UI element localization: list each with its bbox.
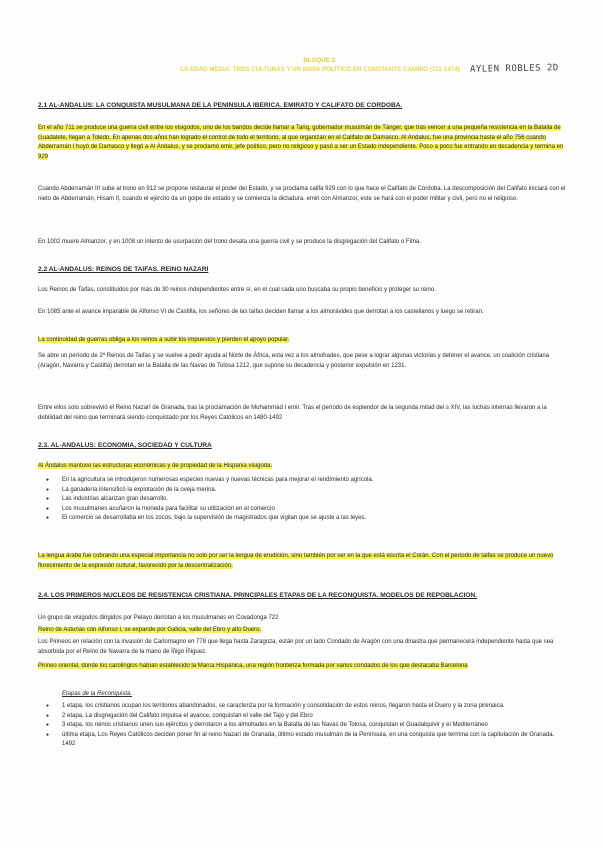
paragraph xyxy=(38,626,568,636)
stages-list xyxy=(38,702,568,750)
paragraph xyxy=(38,352,568,371)
section-heading-2-4: 2.4. LOS PRIMEROS NÚCLEOS DE RESISTENCIA CRISTIANA. PRINCIPALES ETAPAS DE LA RECONQUISTA. MODELOS DE REPOBLACIÓN. xyxy=(38,592,478,599)
section-heading-2-1: 2.1 AL-ÁNDALUS: LA CONQUISTA MUSULMANA DE LA PENÍNSULA IBÉRICA. EMIRATO Y CALIFATO DE CÓRDOBA. xyxy=(38,102,403,109)
block-title: LA EDAD MEDIA: TRES CULTURAS Y UN MAPA POLÍTICO EN CONSTANTE CAMBIO (711-1474) xyxy=(180,66,460,73)
section-heading-2-2: 2.2 AL-ÁNDALUS: REINOS DE TAIFAS. REINO NAZARÍ xyxy=(38,266,209,273)
list-item: ● 1 etapa, los cristianos ocupan los territorios abandonados, se caracteriza por la formación y consolidación de estos reinos, llegaron hasta el Duero y la zona pirenaica. xyxy=(38,702,568,712)
list-item: ● La ganadería intensificó la explotación de la oveja merina. xyxy=(38,486,568,496)
stages-title-text: Etapas de la Reconquista. xyxy=(62,691,133,697)
economy-list xyxy=(38,476,568,524)
list-item: ● última etapa, Los Reyes Católicos deciden poner fin al reino Nazarí de Granada, último estado musulmán de la Península, en una conquista que termina con la capitulación de Granada. 1492 xyxy=(38,731,568,750)
paragraph xyxy=(38,238,568,248)
author-signature: AYLEN ROBLES 2D xyxy=(469,63,559,75)
paragraph xyxy=(38,462,568,472)
paragraph-text: Cuando Abderramán III sube al trono en 912 se propone restaurar el poder del Estado, y se proclama califa 929 con lo que hace el Califato de Córdoba. La descomposición del Califato iniciará con el nieto de Abderramán, Hisam II, cuando el ejército da un golpe de estado y se comienza la dictadura, emiri con Almanzor, este se hará con el poder militar y civil, pero no el religioso. xyxy=(38,186,566,202)
paragraph xyxy=(38,286,568,296)
paragraph xyxy=(38,552,568,571)
paragraph xyxy=(38,185,568,204)
list-item: ● Los musulmanes acuñaron la moneda para facilitar su utilización en el comercio xyxy=(38,505,568,515)
section-heading-2-3: 2.3. AL-ÁNDALUS: ECONOMÍA, SOCIEDAD Y CULTURA xyxy=(38,442,212,449)
highlighted-text: Reino de Asturias con Alfonso I, se expande por Galicia, valle del Ebro y alto Duero. xyxy=(38,627,262,633)
paragraph-text: En 1085 ante el avance imparable de Alfonso VI de Castilla, los señores de las taifas deciden llamar a los almorávides que derrotan a los castellanos y luego se retiran. xyxy=(38,309,484,315)
highlighted-text: La lengua árabe fue cobrando una especial importancia no solo por ser la lengua de erudición, sino también por ser en la que está escrita el Corán. Con el período de taifas se produce un nuevo florecimiento de la expresión cultural, favorecido por la descentralización. xyxy=(38,553,554,569)
block-label: BLOQUE 2. xyxy=(303,57,337,64)
paragraph xyxy=(38,308,568,318)
highlighted-text: Pirineo oriental, donde los carolingios habían establecido la Marca Hispánica, una región fronteriza formada por varios condados de los que destacaba Barcelona xyxy=(38,663,468,669)
list-item: ● Las industrias alcanzan gran desarrollo. xyxy=(38,495,568,505)
paragraph xyxy=(38,614,568,624)
paragraph-text: Los Reinos de Taifas, constituidos por más de 30 reinos independientes entre sí, en el cual cada uno buscaba su propio beneficio y proteger su reino. xyxy=(38,287,436,293)
stages-title xyxy=(38,690,568,700)
paragraph xyxy=(38,124,568,162)
paragraph xyxy=(38,404,568,423)
list-item: ● En la agricultura se introdujeron numerosas especies nuevas y nuevas técnicas para mejorar el rendimiento agrícola. xyxy=(38,476,568,486)
list-item: ● 3 etapa, los reinos cristianos unen sus ejércitos y derrotaron a los almohades en la Batalla de las Navas de Tolosa, conquistan el Guadalquivir y el Mediterráneo xyxy=(38,721,568,731)
highlighted-text: La continuidad de guerras obliga a los reinos a subir los impuestos y pierden el apoyo popular. xyxy=(38,337,290,343)
paragraph-text: Se abre un período de 2ª Reinos de Taifas y se vuelve a pedir ayuda al Norte de África, esta vez a los almohades, que pese a lograr algunas victorias y detener el avance, un coalición cristiana (Aragón, Navarra y Castilla) derrotan en la Batalla de las Navas de Tolosa 1212, que supone su decadencia y posterior expulsión en 1231. xyxy=(38,353,550,369)
paragraph-text: Un grupo de visigodos dirigidos por Pelayo derrotan a los musulmanes en Covadonga 722 xyxy=(38,615,279,621)
paragraph-text: En 1002 muere Almanzor, y en 1008 un intento de usurpación del trono desata una guerra civil y se produce la disgregación del Califato o Fitna. xyxy=(38,239,421,245)
paragraph xyxy=(38,662,568,672)
paragraph xyxy=(38,336,568,346)
highlighted-text: En el año 711 se produce una guerra civil entre los visigodos, uno de los bandos decide llamar a Tariq, gobernador musulmán de Tánger, que tras vencer a una pequeña resistencia en la Batalla de Guadalete, llegan a Toledo. En apenas dos años han logrado el control de todo el territorio, al que organizan en el Califato de Damasco. Al Andalus, fue una provincia hasta el año 756 cuando Abderramán I huyó de Damasco y llegó a Al Ándalus, y se proclamó emir, jefe político, pero no religioso y pasó a ser un Estado independiente. Poco a poco fue entrando en decadencia y termina en 929 xyxy=(38,125,564,160)
paragraph xyxy=(38,638,568,657)
page-header xyxy=(120,56,520,74)
paragraph-text: Los Pirineos en relación con la invasión de Carlomagno en 778 que llega hasta Zaragoza, están por un lado Condado de Aragón con una dinastía que permanecerá independiente hasta que sea absorbida por el Reino de Navarra de la mano de Íñigo Íñiguez. xyxy=(38,639,554,655)
list-item: ● El comercio se desarrollaba en los zocos, bajo la supervisión de magistrados que vigilan que se ajuste a las leyes. xyxy=(38,514,568,524)
list-item: ● 2 etapa, La disgregación del Califato impulsa el avance, conquistan el valle del Tajo y del Ebro xyxy=(38,712,568,722)
paragraph-text: Entre ellos solo sobrevivió el Reino Nazarí de Granada, tras la proclamación de Muhammad I emir. Tras el período de esplendor de la segunda mitad del s XIV, las luchas internas llevaron a la debilidad del reino que terminará siendo conquistado por los Reyes Católicos en 1480-1492 xyxy=(38,405,547,421)
highlighted-text: Al Ándalus mantuvo las estructuras económicas y de propiedad de la Hispania visigoda. xyxy=(38,463,273,469)
